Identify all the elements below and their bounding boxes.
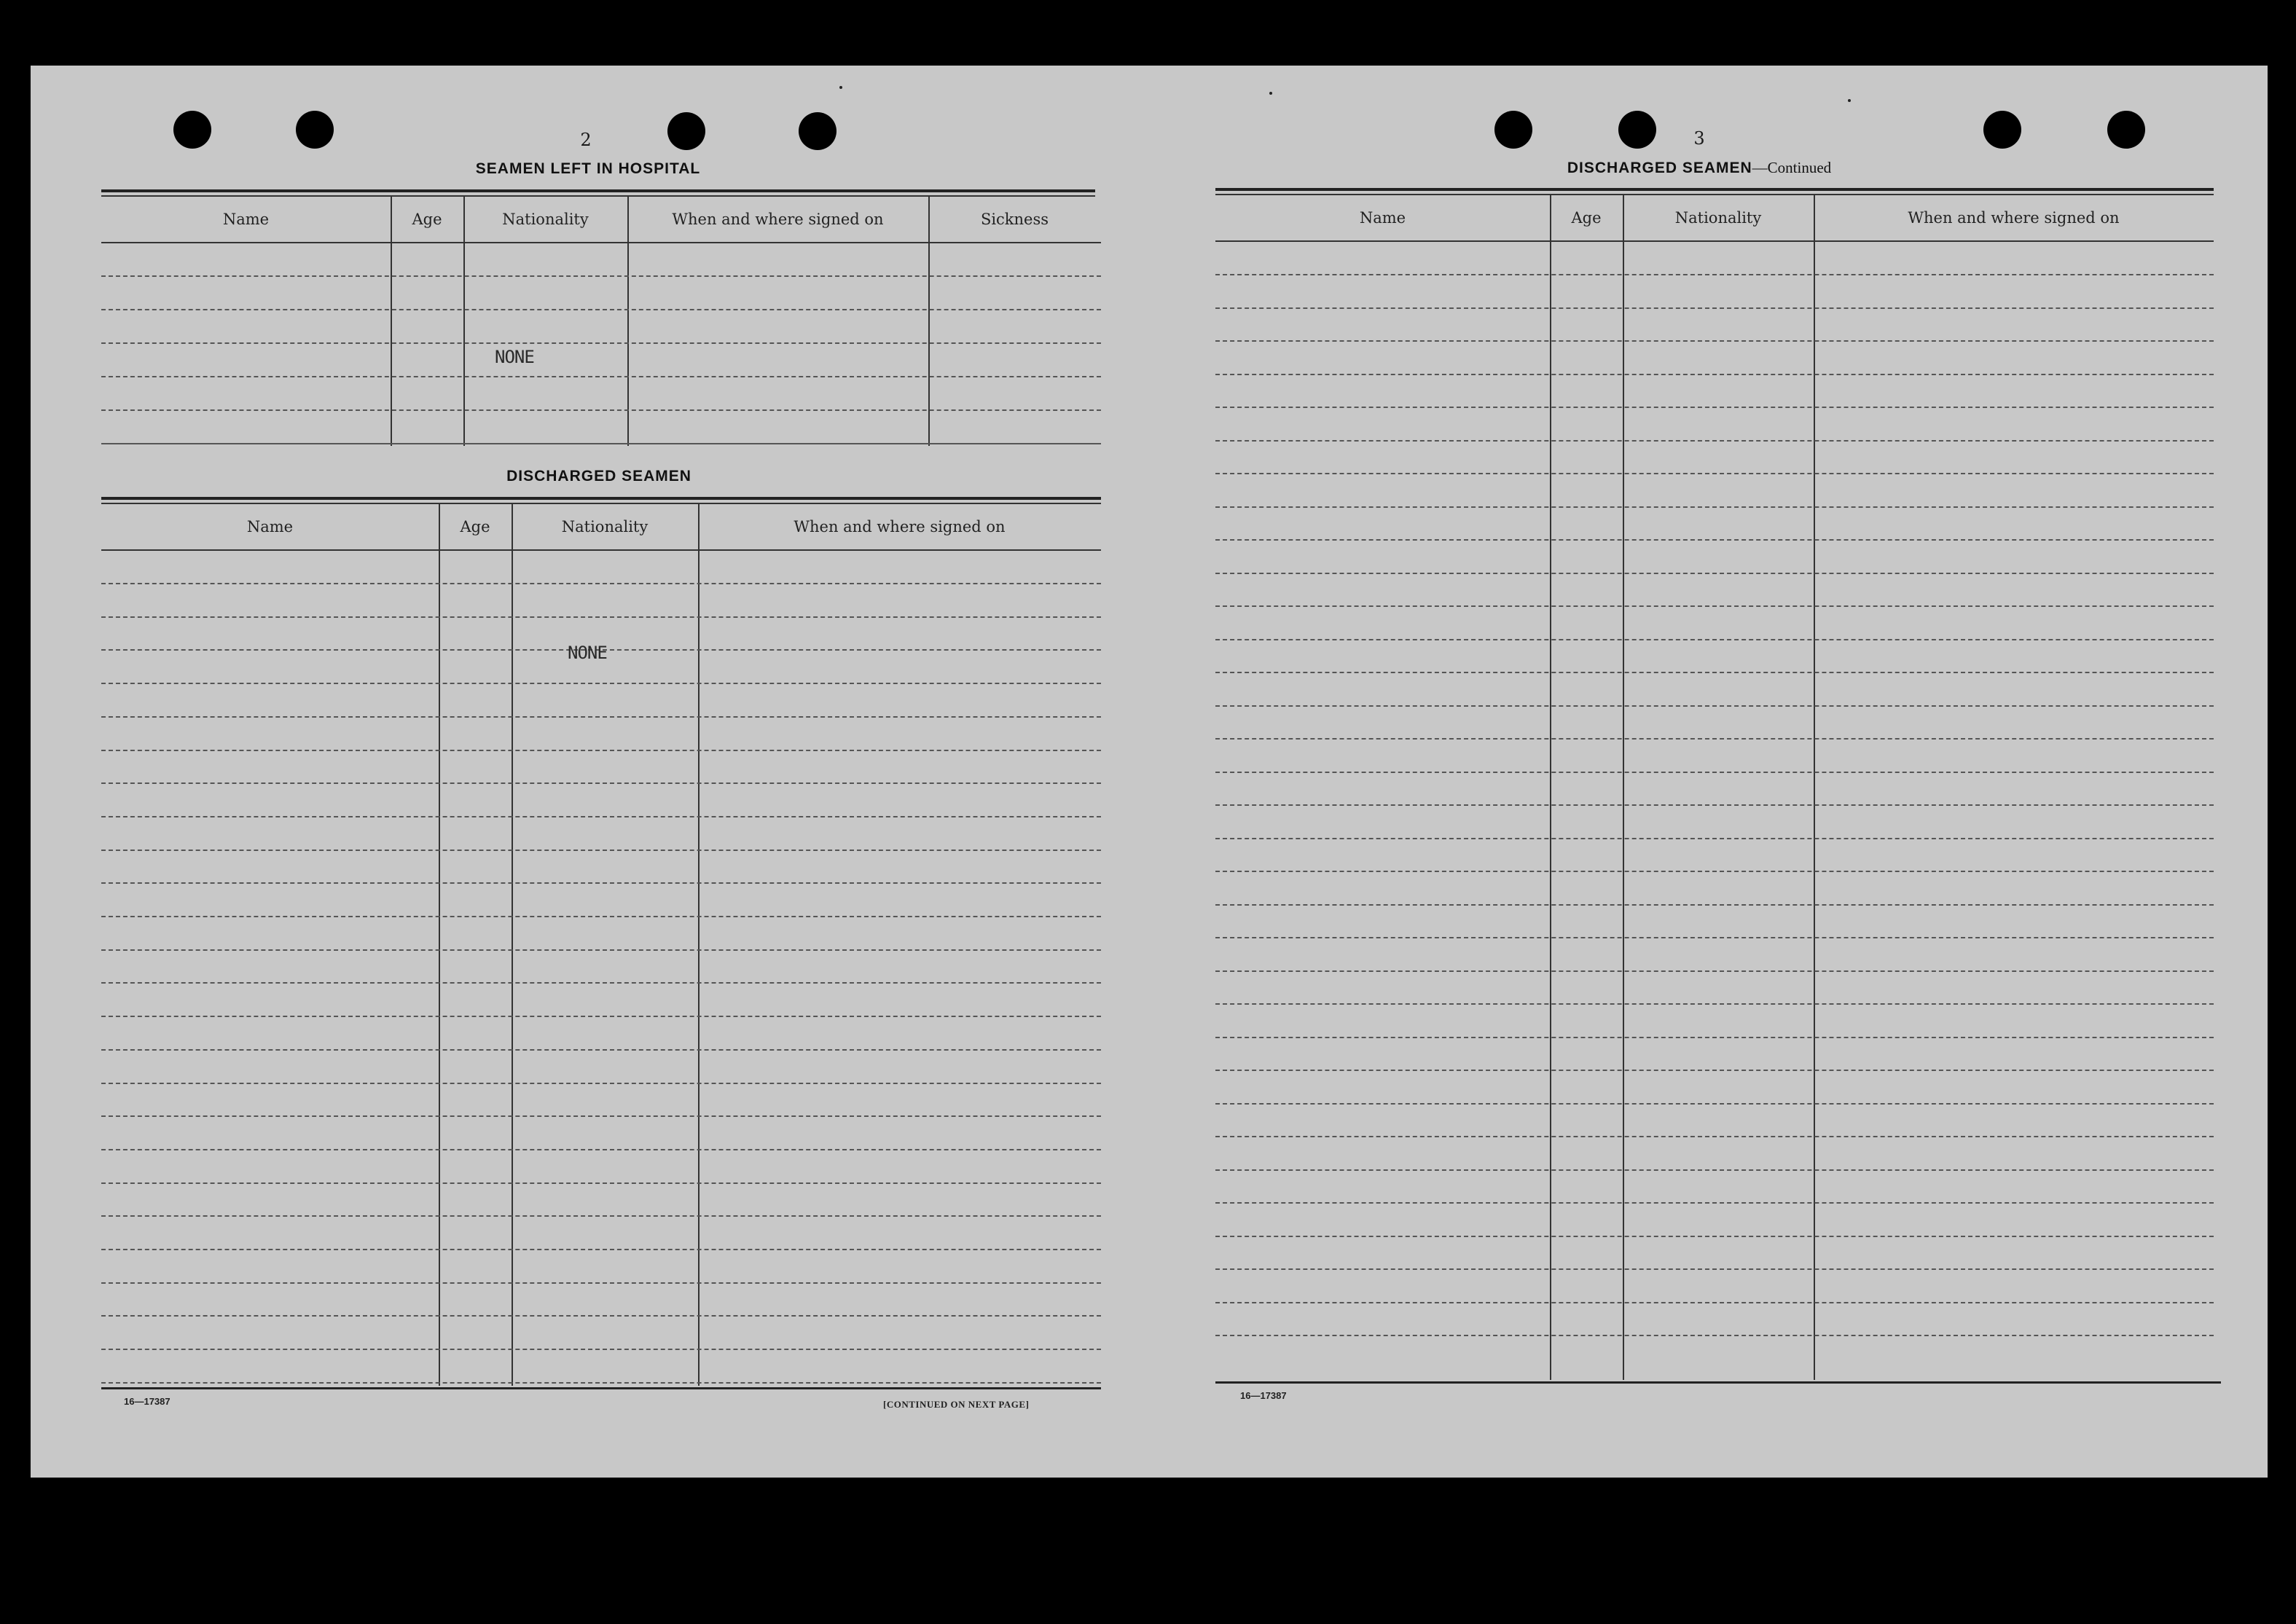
bottom-rule xyxy=(101,1387,1101,1389)
title-rule xyxy=(101,189,1095,192)
punch-hole xyxy=(2107,111,2145,149)
column-header-signed-on: When and where signed on xyxy=(1908,209,2120,227)
table-row-line xyxy=(1215,1335,2214,1336)
column-header-name: Name xyxy=(1359,209,1406,227)
continued-note: [CONTINUED ON NEXT PAGE] xyxy=(883,1399,1030,1410)
table-row-line xyxy=(101,1016,1101,1017)
bottom-rule xyxy=(1215,1381,2221,1384)
table-row-line xyxy=(101,850,1101,851)
table-row-line xyxy=(101,1349,1101,1350)
table-header xyxy=(101,504,1101,551)
hospital-section-title: SEAMEN LEFT IN HOSPITAL xyxy=(475,160,701,177)
table-row-line xyxy=(101,1315,1101,1317)
table-row-line xyxy=(1215,407,2214,408)
punch-hole xyxy=(1618,111,1656,149)
table-row-line xyxy=(1215,1103,2214,1105)
table-row-line xyxy=(101,683,1101,684)
column-header-signed-on: When and where signed on xyxy=(794,518,1006,536)
column-header-age: Age xyxy=(1571,209,1602,227)
discharged-continued-table xyxy=(1215,195,2214,1380)
title-main: DISCHARGED SEAMEN xyxy=(1567,160,1752,176)
punch-hole xyxy=(667,112,705,150)
punch-hole xyxy=(1494,111,1532,149)
table-row-line xyxy=(101,1249,1101,1250)
table-row-line xyxy=(1215,1070,2214,1071)
table-row-line xyxy=(1215,639,2214,640)
table-row-line xyxy=(1215,573,2214,574)
table-row-line xyxy=(101,949,1101,951)
table-row-line xyxy=(1215,1236,2214,1237)
table-row-line xyxy=(1215,772,2214,773)
column-header-sickness: Sickness xyxy=(980,211,1049,228)
table-row-line xyxy=(101,882,1101,884)
table-row-line xyxy=(101,982,1101,984)
table-row-line xyxy=(101,1182,1101,1184)
table-row-line xyxy=(1215,970,2214,972)
table-row-line xyxy=(101,1215,1101,1217)
punch-hole xyxy=(799,112,836,150)
table-row-line xyxy=(1215,1136,2214,1137)
table-row-line xyxy=(1215,1302,2214,1303)
column-header-nationality: Nationality xyxy=(1674,209,1762,227)
table-row-line xyxy=(1215,1202,2214,1204)
table-row-line xyxy=(101,1049,1101,1051)
table-row-line xyxy=(1215,506,2214,508)
table-row-line xyxy=(1215,738,2214,740)
table-row-line xyxy=(1215,539,2214,541)
table-row-line xyxy=(1215,804,2214,806)
punch-hole xyxy=(1983,111,2021,149)
table-row-line xyxy=(1215,307,2214,309)
table-row-line xyxy=(101,816,1101,817)
table-row-line xyxy=(1215,1169,2214,1171)
speck xyxy=(839,86,842,89)
table-row-line xyxy=(1215,473,2214,474)
column-divider xyxy=(698,504,700,1386)
table-row-line xyxy=(101,376,1101,377)
column-header-age: Age xyxy=(412,211,442,228)
discharged-section-title: DISCHARGED SEAMEN xyxy=(506,468,691,485)
title-suffix: —Continued xyxy=(1752,159,1832,176)
table-row-line xyxy=(101,409,1101,411)
table-row-line xyxy=(101,782,1101,784)
table-row-line xyxy=(1215,904,2214,906)
table-row-line xyxy=(101,342,1101,344)
column-divider xyxy=(928,197,930,446)
table-row-line xyxy=(1215,937,2214,938)
table-row-line xyxy=(101,1115,1101,1117)
table-row-line xyxy=(101,583,1101,584)
column-divider xyxy=(439,504,440,1386)
column-header-age: Age xyxy=(460,518,490,536)
none-stamp: NONE xyxy=(568,643,607,663)
column-header-nationality: Nationality xyxy=(502,211,589,228)
table-row-line xyxy=(101,916,1101,917)
table-row-line xyxy=(1215,705,2214,707)
punch-hole xyxy=(296,111,334,149)
table-row-line xyxy=(101,1149,1101,1150)
table-row-line xyxy=(101,716,1101,718)
speck xyxy=(1848,99,1851,102)
table-row-line xyxy=(101,443,1101,444)
column-divider xyxy=(391,197,392,446)
hospital-table xyxy=(101,197,1101,446)
table-header xyxy=(101,197,1101,243)
column-header-name: Name xyxy=(222,211,270,228)
none-stamp: NONE xyxy=(495,347,534,367)
table-row-line xyxy=(101,616,1101,618)
table-row-line xyxy=(1215,1037,2214,1038)
table-row-line xyxy=(101,1282,1101,1284)
table-row-line xyxy=(1215,871,2214,872)
column-divider xyxy=(463,197,465,446)
title-rule xyxy=(1215,188,2214,191)
title-rule xyxy=(101,497,1101,500)
table-row-line xyxy=(1215,274,2214,275)
table-row-line xyxy=(1215,340,2214,342)
table-header xyxy=(1215,195,2214,242)
table-row-line xyxy=(101,275,1101,277)
column-header-nationality: Nationality xyxy=(561,518,649,536)
table-row-line xyxy=(1215,605,2214,607)
discharged-continued-title xyxy=(1567,159,1831,177)
table-row-line xyxy=(101,309,1101,310)
column-divider xyxy=(512,504,513,1386)
table-row-line xyxy=(1215,1268,2214,1270)
table-row-line xyxy=(1215,838,2214,839)
document-paper xyxy=(31,66,2268,1478)
column-divider xyxy=(627,197,629,446)
punch-hole xyxy=(173,111,211,149)
page-number: 2 xyxy=(580,130,592,150)
table-row-line xyxy=(1215,672,2214,673)
table-row-line xyxy=(101,1083,1101,1084)
table-row-line xyxy=(1215,374,2214,375)
column-header-name: Name xyxy=(246,518,294,536)
table-row-line xyxy=(101,750,1101,751)
form-number: 16—17387 xyxy=(124,1396,171,1407)
speck xyxy=(1269,92,1272,95)
table-row-line xyxy=(101,1382,1101,1384)
table-row-line xyxy=(1215,440,2214,442)
column-header-signed-on: When and where signed on xyxy=(672,211,884,228)
discharged-table xyxy=(101,504,1101,1386)
table-row-line xyxy=(1215,1003,2214,1005)
form-number: 16—17387 xyxy=(1240,1390,1287,1401)
page-number: 3 xyxy=(1693,128,1705,149)
